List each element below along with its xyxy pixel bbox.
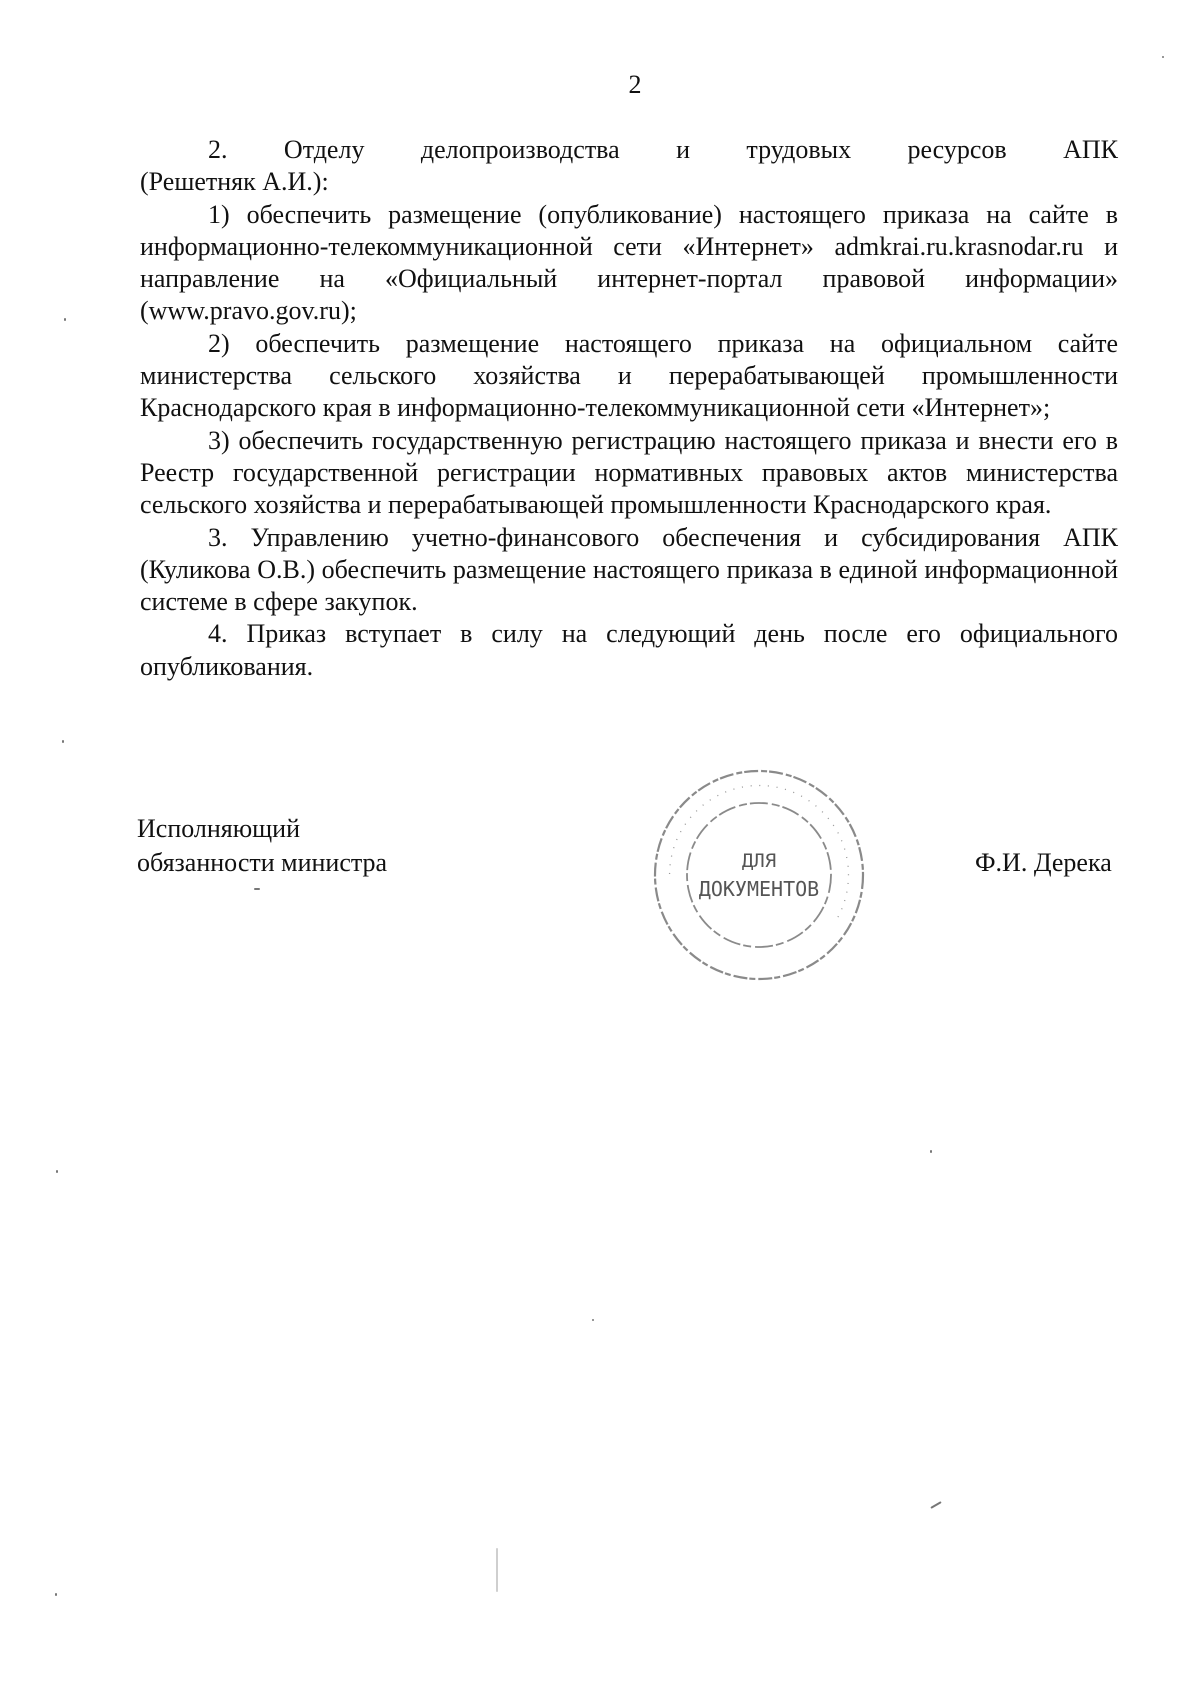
scan-speck xyxy=(496,1548,498,1592)
scan-speck xyxy=(56,1170,58,1173)
signatory-title xyxy=(137,812,387,880)
page-number: 2 xyxy=(628,70,642,99)
stamp-line-2: ДОКУМЕНТОВ xyxy=(698,877,820,901)
paragraph-subitem-1: 1) обеспечить размещение (опубликование) настоящего приказа на сайте в информационно-телекоммуникационной сети «Интернет» admkrai.ru.krasnodar.ru и направление на «Официальный интернет-портал правовой информации» (www.pravo.gov.ru); xyxy=(140,199,1118,326)
document-body xyxy=(140,134,1118,683)
scan-speck xyxy=(254,888,260,890)
paragraph-item-3: 3. Управлению учетно-финансового обеспечения и субсидирования АПК (Куликова О.В.) обеспечить размещение настоящего приказа в единой информационной системе в сфере закупок. xyxy=(140,522,1118,617)
stamp-line-1: ДЛЯ xyxy=(741,850,777,872)
scan-speck xyxy=(62,740,64,743)
scan-speck xyxy=(930,1150,932,1153)
stamp-ring-text: · · · · · · · · · · · · · · · · · · · · · · · · · · · · · · · · · · · · · · xyxy=(664,780,854,922)
signatory-title-line-2: обязанности министра xyxy=(137,848,388,877)
official-stamp xyxy=(648,764,870,986)
signatory-title-line-1: Исполняющий xyxy=(137,814,301,843)
paragraph-item-4: 4. Приказ вступает в силу на следующий день после его официального опубликования. xyxy=(140,619,1118,681)
scan-speck xyxy=(930,1501,941,1509)
signatory-name: Ф.И. Дерека xyxy=(975,848,1112,877)
paragraph-subitem-2: 2) обеспечить размещение настоящего приказа на официальном сайте министерства сельского хозяйства и перерабатывающей промышленности Краснодарского края в информационно-телекоммуникационной сети «Интернет»; xyxy=(140,328,1118,423)
paragraph-item-2-responsible: (Решетняк А.И.): xyxy=(140,167,329,197)
scan-speck xyxy=(64,318,66,321)
scan-speck xyxy=(1162,56,1164,58)
paragraph-subitem-3: 3) обеспечить государственную регистрацию настоящего приказа и внести его в Реестр государственной регистрации нормативных правовых актов министерства сельского хозяйства и перерабатывающей промышленности Краснодарского края. xyxy=(140,425,1118,520)
paragraph-item-2-heading: 2. Отделу делопроизводства и трудовых ресурсов АПК xyxy=(208,135,1118,164)
scan-speck xyxy=(592,1319,594,1321)
scan-speck xyxy=(55,1593,57,1596)
